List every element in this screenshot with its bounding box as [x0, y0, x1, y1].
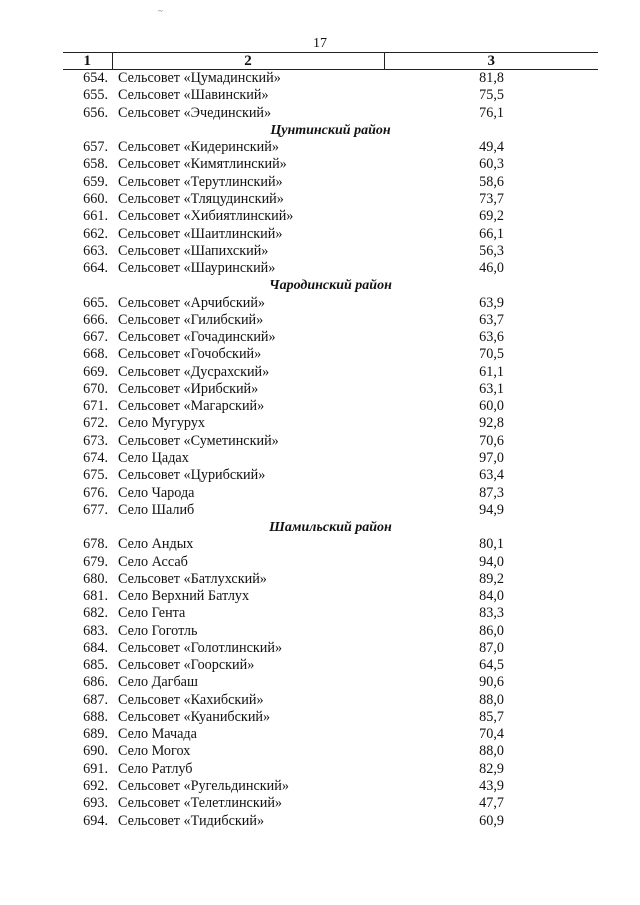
row-number: 685. — [83, 657, 108, 674]
row-number: 686. — [83, 674, 108, 691]
table-row — [63, 329, 598, 346]
row-value: 90,6 — [479, 674, 504, 691]
row-number: 662. — [83, 225, 108, 242]
table-row — [63, 450, 598, 467]
table-row — [63, 381, 598, 398]
row-number: 671. — [83, 398, 108, 415]
row-value: 82,9 — [479, 760, 504, 777]
settlement-name: Сельсовет «Кимятлинский» — [118, 156, 287, 173]
row-number: 673. — [83, 432, 108, 449]
table-row — [63, 536, 598, 553]
scan-speck: ~ — [158, 6, 163, 16]
settlement-name: Сельсовет «Эчединский» — [118, 104, 272, 121]
row-number: 678. — [83, 536, 108, 553]
table-row — [63, 726, 598, 743]
row-number: 665. — [83, 294, 108, 311]
row-number: 676. — [83, 484, 108, 501]
row-value: 60,3 — [479, 156, 504, 173]
table-row — [63, 623, 598, 640]
settlement-name: Село Ассаб — [118, 553, 188, 570]
settlement-name: Сельсовет «Суметинский» — [118, 432, 279, 449]
district-section-row — [63, 277, 598, 294]
data-table — [63, 52, 598, 830]
settlement-name: Сельсовет «Цумадинский» — [118, 70, 281, 87]
row-number: 655. — [83, 87, 108, 104]
settlement-name: Сельсовет «Гочобский» — [118, 346, 262, 363]
table-row — [63, 70, 598, 88]
row-value: 63,7 — [479, 311, 504, 328]
row-number: 674. — [83, 449, 108, 466]
column-header-3: 3 — [384, 53, 598, 70]
settlement-name: Село Цадах — [118, 449, 189, 466]
row-number: 682. — [83, 605, 108, 622]
settlement-name: Сельсовет «Батлухский» — [118, 570, 267, 587]
row-number: 659. — [83, 173, 108, 190]
row-value: 92,8 — [479, 415, 504, 432]
settlement-name: Сельсовет «Голотлинский» — [118, 639, 283, 656]
table-row — [63, 243, 598, 260]
row-value: 75,5 — [479, 87, 504, 104]
settlement-name: Село Верхний Батлух — [118, 588, 250, 605]
table-header-row — [63, 53, 598, 70]
row-number: 687. — [83, 691, 108, 708]
settlement-name: Село Чарода — [118, 484, 195, 501]
row-value: 61,1 — [479, 363, 504, 380]
settlement-name: Село Гоготль — [118, 622, 198, 639]
row-number: 672. — [83, 415, 108, 432]
table-row — [63, 484, 598, 501]
table-row — [63, 433, 598, 450]
row-value: 70,5 — [479, 346, 504, 363]
row-number: 675. — [83, 467, 108, 484]
row-value: 88,0 — [479, 743, 504, 760]
row-number: 668. — [83, 346, 108, 363]
row-number: 688. — [83, 708, 108, 725]
row-number: 661. — [83, 208, 108, 225]
row-value: 49,4 — [479, 139, 504, 156]
settlement-name: Сельсовет «Терутлинский» — [118, 173, 283, 190]
data-table-container — [63, 52, 598, 830]
row-number: 657. — [83, 139, 108, 156]
row-value: 47,7 — [479, 795, 504, 812]
row-number: 667. — [83, 329, 108, 346]
row-number: 680. — [83, 570, 108, 587]
row-number: 663. — [83, 242, 108, 259]
table-row — [63, 139, 598, 156]
settlement-name: Сельсовет «Гочадинский» — [118, 329, 276, 346]
table-row — [63, 761, 598, 778]
table-row — [63, 605, 598, 622]
table-row — [63, 467, 598, 484]
table-row — [63, 588, 598, 605]
page-number: 17 — [313, 36, 327, 51]
row-value: 56,3 — [479, 242, 504, 259]
row-value: 88,0 — [479, 691, 504, 708]
row-value: 60,0 — [479, 398, 504, 415]
column-header-2: 2 — [112, 53, 384, 70]
settlement-name: Сельсовет «Шаитлинский» — [118, 225, 283, 242]
row-value: 58,6 — [479, 173, 504, 190]
row-value: 43,9 — [479, 778, 504, 795]
settlement-name: Сельсовет «Кахибский» — [118, 691, 264, 708]
settlement-name: Сельсовет «Гилибский» — [118, 311, 264, 328]
table-row — [63, 674, 598, 691]
row-number: 660. — [83, 190, 108, 207]
settlement-name: Сельсовет «Дусрахский» — [118, 363, 270, 380]
settlement-name: Сельсовет «Тляцудинский» — [118, 190, 284, 207]
table-row — [63, 87, 598, 104]
row-value: 76,1 — [479, 104, 504, 121]
row-value: 70,6 — [479, 432, 504, 449]
table-row — [63, 640, 598, 657]
row-number: 677. — [83, 501, 108, 518]
settlement-name: Сельсовет «Магарский» — [118, 398, 265, 415]
table-row — [63, 812, 598, 829]
row-value: 70,4 — [479, 726, 504, 743]
district-section-row — [63, 122, 598, 139]
row-number: 693. — [83, 795, 108, 812]
settlement-name: Сельсовет «Цурибский» — [118, 467, 266, 484]
settlement-name: Сельсовет «Шапихский» — [118, 242, 269, 259]
row-number: 658. — [83, 156, 108, 173]
row-number: 656. — [83, 104, 108, 121]
row-number: 694. — [83, 812, 108, 829]
row-value: 63,4 — [479, 467, 504, 484]
district-title: Цунтинский район — [270, 122, 391, 138]
row-number: 684. — [83, 639, 108, 656]
table-row — [63, 795, 598, 812]
row-value: 66,1 — [479, 225, 504, 242]
row-value: 81,8 — [479, 70, 504, 87]
table-row — [63, 657, 598, 674]
row-value: 89,2 — [479, 570, 504, 587]
row-number: 654. — [83, 70, 108, 87]
table-row — [63, 174, 598, 191]
row-value: 97,0 — [479, 449, 504, 466]
row-value: 64,5 — [479, 657, 504, 674]
table-row — [63, 312, 598, 329]
district-section-row — [63, 519, 598, 536]
settlement-name: Село Мугурух — [118, 415, 206, 432]
row-value: 46,0 — [479, 260, 504, 277]
row-value: 63,1 — [479, 380, 504, 397]
district-title: Шамильский район — [269, 520, 392, 536]
settlement-name: Село Мачада — [118, 726, 197, 743]
row-value: 85,7 — [479, 708, 504, 725]
settlement-name: Село Могох — [118, 743, 191, 760]
table-row — [63, 294, 598, 311]
row-value: 87,0 — [479, 639, 504, 656]
row-value: 60,9 — [479, 812, 504, 829]
settlement-name: Село Гента — [118, 605, 186, 622]
table-row — [63, 398, 598, 415]
row-value: 87,3 — [479, 484, 504, 501]
settlement-name: Сельсовет «Гоорский» — [118, 657, 255, 674]
row-value: 63,9 — [479, 294, 504, 311]
table-row — [63, 743, 598, 760]
settlement-name: Село Андых — [118, 536, 194, 553]
settlement-name: Сельсовет «Шавинский» — [118, 87, 269, 104]
row-number: 683. — [83, 622, 108, 639]
row-number: 669. — [83, 363, 108, 380]
row-number: 692. — [83, 778, 108, 795]
row-value: 83,3 — [479, 605, 504, 622]
row-number: 681. — [83, 588, 108, 605]
row-value: 73,7 — [479, 190, 504, 207]
table-row — [63, 709, 598, 726]
settlement-name: Сельсовет «Хибиятлинский» — [118, 208, 294, 225]
row-value: 94,0 — [479, 553, 504, 570]
row-value: 80,1 — [479, 536, 504, 553]
table-row — [63, 208, 598, 225]
table-body — [63, 70, 598, 830]
table-row — [63, 571, 598, 588]
settlement-name: Сельсовет «Кидеринский» — [118, 139, 279, 156]
settlement-name: Сельсовет «Ирибский» — [118, 380, 259, 397]
row-number: 670. — [83, 380, 108, 397]
table-row — [63, 105, 598, 122]
row-number: 679. — [83, 553, 108, 570]
row-number: 666. — [83, 311, 108, 328]
district-title: Чародинский район — [269, 278, 392, 294]
table-row — [63, 191, 598, 208]
settlement-name: Сельсовет «Куанибский» — [118, 708, 271, 725]
row-value: 94,9 — [479, 501, 504, 518]
table-row — [63, 260, 598, 277]
row-value: 84,0 — [479, 588, 504, 605]
row-value: 86,0 — [479, 622, 504, 639]
row-number: 690. — [83, 743, 108, 760]
table-row — [63, 346, 598, 363]
settlement-name: Село Дагбаш — [118, 674, 198, 691]
row-value: 69,2 — [479, 208, 504, 225]
table-row — [63, 778, 598, 795]
settlement-name: Сельсовет «Ругельдинский» — [118, 778, 289, 795]
settlement-name: Сельсовет «Телетлинский» — [118, 795, 283, 812]
table-row — [63, 553, 598, 570]
table-row — [63, 225, 598, 242]
row-number: 689. — [83, 726, 108, 743]
table-row — [63, 156, 598, 173]
row-value: 63,6 — [479, 329, 504, 346]
row-number: 691. — [83, 760, 108, 777]
table-row — [63, 415, 598, 432]
settlement-name: Сельсовет «Тидибский» — [118, 812, 265, 829]
table-row — [63, 364, 598, 381]
settlement-name: Село Шалиб — [118, 501, 195, 518]
settlement-name: Село Ратлуб — [118, 760, 193, 777]
column-header-1: 1 — [63, 53, 112, 70]
settlement-name: Сельсовет «Арчибский» — [118, 294, 266, 311]
table-row — [63, 692, 598, 709]
settlement-name: Сельсовет «Шауринский» — [118, 260, 276, 277]
row-number: 664. — [83, 260, 108, 277]
table-row — [63, 502, 598, 519]
